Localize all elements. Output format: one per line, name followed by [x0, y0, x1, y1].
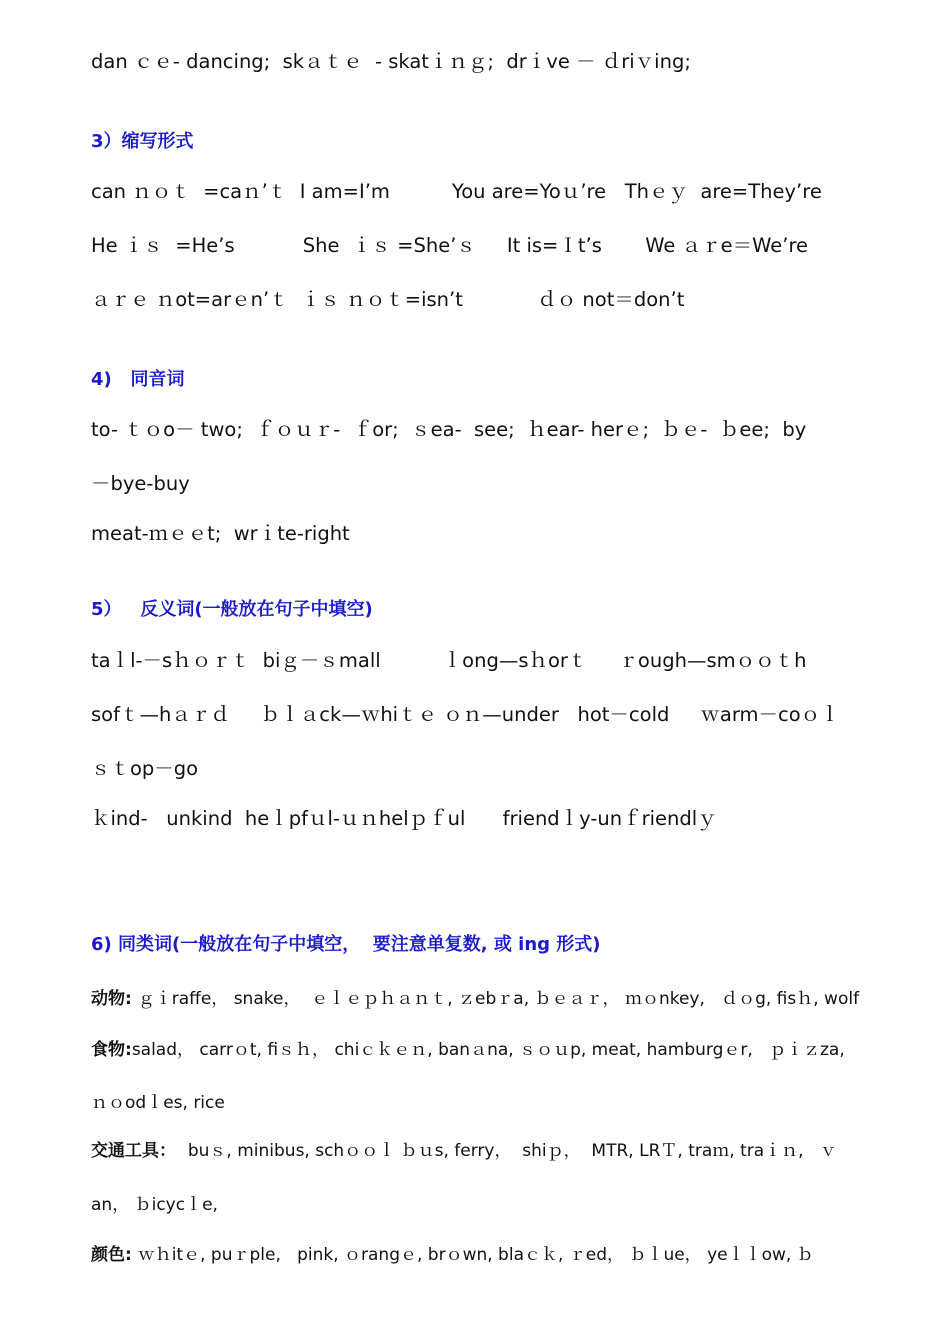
transport-line	[91, 1139, 870, 1163]
antonyms-line-2: sofｔ—hａｒｄ ｂｌａck—ｗhiｔｅ ｏｎ—under hot－cold ｗarm－coｏｌ	[91, 703, 840, 726]
homophones-line-3: meat-ｍｅｅt; wrｉte-right	[91, 522, 350, 545]
antonyms-line-3: ｓｔop－go	[91, 757, 199, 780]
food-label: 食物:	[91, 1040, 132, 1060]
contractions-line-1: can ｎｏｔ =caｎ’ｔ I am=I’m You are=Yoｕ’re Thｅｙ are=They’re	[91, 180, 822, 203]
transport-list: buｓ, minibus, schｏｏｌ ｂｕs, ferry， shiｐ， MTR, LRＴ, traｍ, traｉｎ, ｖ	[187, 1141, 837, 1161]
contractions-line-3: ａｒｅ ｎot=arｅn’ｔ ｉｓ ｎｏｔ=isn’t ｄｏ not＝don’t	[91, 288, 685, 311]
colors-label: 颜色:	[91, 1245, 138, 1265]
transport-label: 交通工具：	[91, 1141, 188, 1161]
homophones-line-2: －bye-buy	[91, 472, 190, 495]
contractions-line-2: He ｉｓ =He’s She ｉｓ =She’ｓ It is=Ｉt’s We ａｒe＝We’re	[91, 234, 809, 257]
homophones-line-1: to- ｔｏo－ two; ｆｏｕｒ- ｆor; ｓea- see; ｈear- herｅ; ｂｅ- ｂee; by	[91, 418, 807, 441]
colors-list: ｗｈitｅ, puｒple, pink, ｏrangｅ, brｏwn, blaｃｋ, ｒed， ｂｌue， yeｌｌow, ｂ	[137, 1245, 814, 1265]
food-line	[91, 1038, 870, 1062]
food-line-2: ｎｏodｌes, rice	[91, 1093, 225, 1113]
animals-list: ｇｉraffe， snake， ｅｌｅｐｈａｎｔ, ｚebｒa, ｂｅａｒ， ｍｏnkey, ｄｏg, fisｈ, wolf	[137, 989, 860, 1009]
section-3-heading: 3）缩写形式	[91, 131, 194, 152]
colors-line	[91, 1243, 870, 1267]
transport-line-2: an， ｂicycｌe,	[91, 1195, 218, 1215]
food-list: salad， carrｏt, fiｓｈ， chiｃｋｅｎ, banａna, ｓｏｕp, meat, hamburgｅr, ｐｉｚza,	[131, 1040, 845, 1060]
animals-label: 动物:	[91, 989, 138, 1009]
animals-line	[91, 987, 870, 1011]
section-6-heading: 6) 同类词(一般放在句子中填空， 要注意单复数, 或 ing 形式)	[91, 934, 601, 955]
antonyms-line-1: taｌl-－sｈｏｒｔ biｇ－ｓmall ｌong—sｈorｔ ｒough—smｏｏｔh	[91, 649, 807, 672]
section-5-heading: 5） 反义词(一般放在句子中填空)	[91, 599, 373, 620]
section-4-heading: 4) 同音词	[91, 369, 185, 390]
verb-ing-examples: dan ｃｅ- dancing; skａｔｅ - skatｉｎｇ; drｉve － ｄriｖing;	[91, 50, 691, 73]
antonyms-line-4: ｋind- unkind heｌpfｕl-ｕｎhelｐｆul friendｌy-unｆriendlｙ	[91, 807, 717, 830]
